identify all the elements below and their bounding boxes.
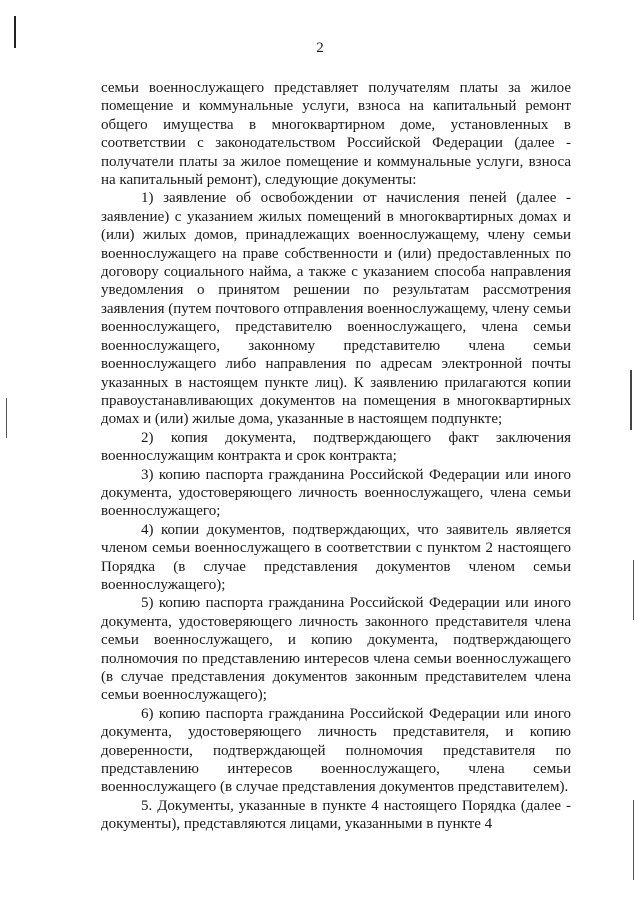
paragraph-intro: семьи военнослужащего представляет получателям платы за жилое помещение и коммунальные услуги, взноса на капитальный ремонт общего имущества в многоквартирном доме, установленных в соответствии с законодательством Российской Федерации (далее - получатели платы за жилое помещение и коммунальные услуги, взноса на капитальный ремонт), следующие документы: — [101, 80, 571, 189]
paragraph-item-4: 4) копии документов, подтверждающих, что заявитель является членом семьи военнослужащего в соответствии с пунктом 2 настоящего Порядка (в случае представления документов членом семьи военнослужащего); — [101, 521, 571, 593]
paragraph-item-1: 1) заявление об освобождении от начисления пеней (далее - заявление) с указанием жилых помещений в многоквартирных домах и (или) жилых домов, принадлежащих военнослужащему, члену семьи военнослужащего на праве собственности и (или) предоставленных по договору социального найма, а также с указанием способа направления уведомления о принятом решении по результатам рассмотрения заявления (путем почтового отправления военнослужащему, члену семьи военнослужащего, представителю военнослужащего, члена семьи военнослужащего, законному представителю члена семьи военнослужащего либо направления по адресам электронной почты указанных в настоящем пункте лиц). К заявлению прилагаются копии правоустанавливающих документов на помещения в многоквартирных домах и (или) жилые дома, указанные в настоящем подпункте; — [101, 190, 571, 428]
scan-edge-mark-right-dot-lower — [633, 800, 634, 880]
paragraph-clause-5: 5. Документы, указанные в пункте 4 настоящего Порядка (далее - документы), представляются лицами, указанными в пункте 4 — [101, 797, 571, 833]
scan-edge-mark-left-dot — [6, 398, 7, 438]
scan-edge-mark-right — [630, 370, 632, 430]
document-body — [101, 79, 571, 834]
page-number: 2 — [316, 40, 324, 56]
scan-edge-mark-right-dot — [633, 560, 634, 620]
paragraph-item-5: 5) копию паспорта гражданина Российской Федерации или иного документа, удостоверяющего личность законного представителя члена семьи военнослужащего, и копию документа, подтверждающего полномочия по представлению интересов члена семьи военнослужащего (в случае представления документов законным представителем члена семьи военнослужащего); — [101, 595, 571, 704]
paragraph-item-2: 2) копия документа, подтверждающего факт заключения военнослужащим контракта и срок контракта; — [101, 429, 571, 465]
paragraph-item-6: 6) копию паспорта гражданина Российской Федерации или иного документа, удостоверяющего личность представителя, и копию доверенности, подтверждающей полномочия представителя по представлению интересов военнослужащего, члена семьи военнослужащего (в случае представления документов представителем). — [101, 705, 571, 796]
paragraph-item-3: 3) копию паспорта гражданина Российской Федерации или иного документа, удостоверяющего личность военнослужащего, члена семьи военнослужащего; — [101, 466, 571, 520]
